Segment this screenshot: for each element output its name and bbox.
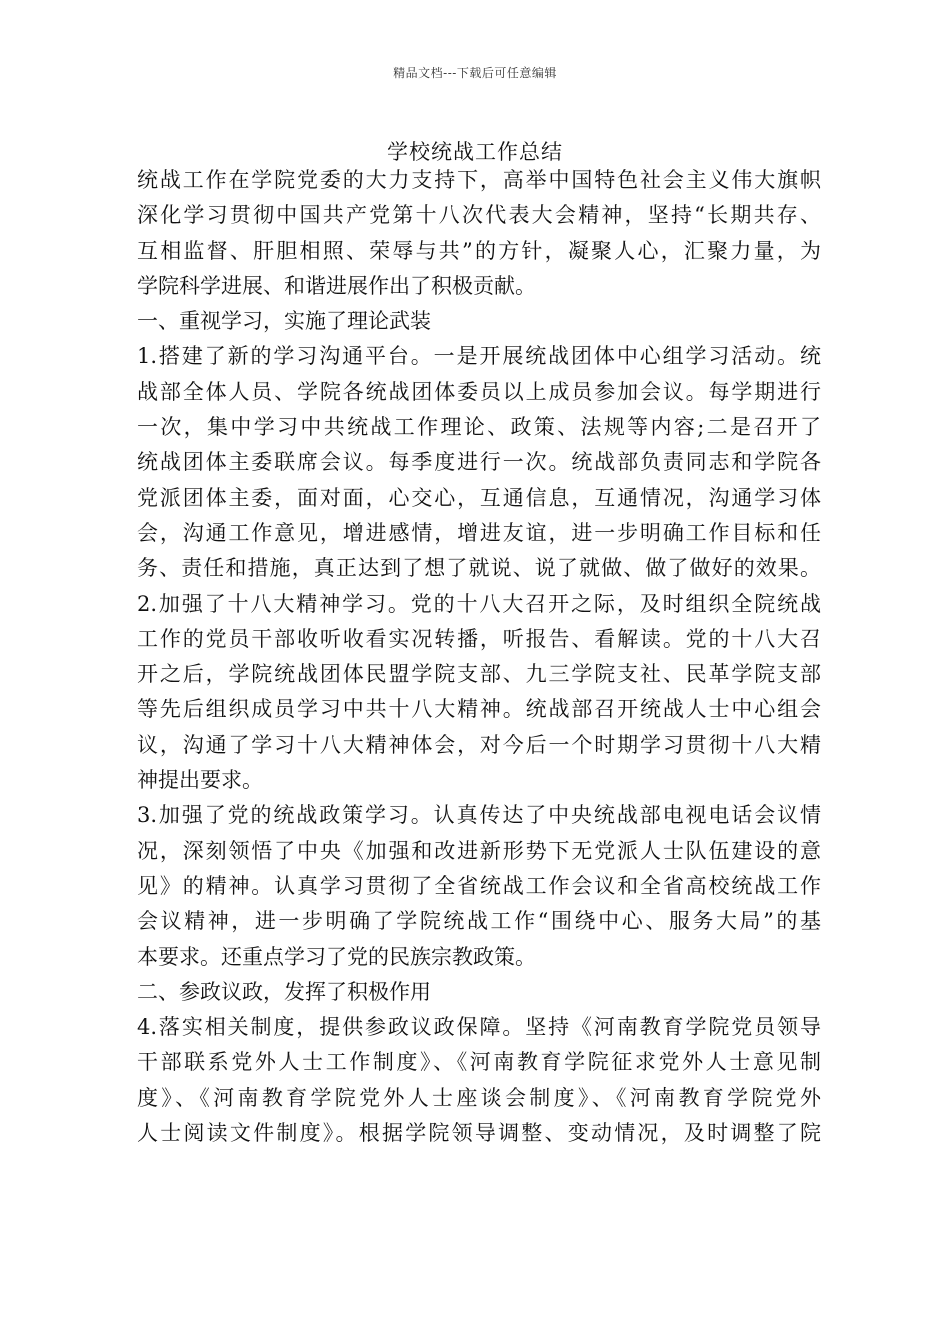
body-line: 度》、《河南教育学院党外人士座谈会制度》、《河南教育学院党外 — [137, 1085, 821, 1110]
body-line: 互相监督、肝胆相照、荣辱与共”的方针，凝聚人心，汇聚力量，为 — [137, 238, 821, 263]
body-line: 学院科学进展、和谐进展作出了积极贡献。 — [137, 273, 536, 298]
body-line: 深化学习贯彻中国共产党第十八次代表大会精神，坚持“长期共存、 — [137, 203, 821, 228]
body-line: 务、责任和措施，真正达到了想了就说、说了就做、做了做好的效果。 — [137, 556, 821, 581]
document-body — [137, 163, 821, 1151]
body-line: 工作的党员干部收听收看实况转播，听报告、看解读。党的十八大召 — [137, 626, 821, 651]
body-line: 人士阅读文件制度》。根据学院领导调整、变动情况，及时调整了院 — [137, 1121, 821, 1146]
body-line: 干部联系党外人士工作制度》、《河南教育学院征求党外人士意见制 — [137, 1050, 821, 1075]
body-line: 议，沟通了学习十八大精神体会，对今后一个时期学习贯彻十八大精 — [137, 732, 821, 757]
body-line: 等先后组织成员学习中共十八大精神。统战部召开统战人士中心组会 — [137, 697, 821, 722]
document-title: 学校统战工作总结 — [387, 140, 563, 164]
body-line: 统战工作在学院党委的大力支持下，高举中国特色社会主义伟大旗帜 — [137, 168, 821, 192]
body-line: 4.落实相关制度，提供参政议政保障。坚持《河南教育学院党员领导 — [137, 1015, 821, 1040]
body-line: 1.搭建了新的学习沟通平台。一是开展统战团体中心组学习活动。统 — [137, 344, 821, 369]
page-header: 精品文档---下载后可任意编辑 — [393, 66, 557, 80]
body-line: 会，沟通工作意见，增进感情，增进友谊，进一步明确工作目标和任 — [137, 520, 821, 545]
body-line: 会议精神，进一步明确了学院统战工作“围绕中心、服务大局”的基 — [137, 909, 821, 934]
body-line: 本要求。还重点学习了党的民族宗教政策。 — [137, 944, 536, 969]
body-line: 神提出要求。 — [137, 768, 263, 793]
body-line: 战部全体人员、学院各统战团体委员以上成员参加会议。每学期进行 — [137, 379, 821, 404]
body-line: 开之后，学院统战团体民盟学院支部、九三学院支社、民革学院支部 — [137, 662, 821, 687]
body-line: 况，深刻领悟了中央《加强和改进新形势下无党派人士队伍建设的意 — [137, 838, 821, 863]
body-line: 一次，集中学习中共统战工作理论、政策、法规等内容;二是召开了 — [137, 415, 821, 440]
body-line: 一、重视学习，实施了理论武装 — [137, 309, 431, 334]
body-line: 3.加强了党的统战政策学习。认真传达了中央统战部电视电话会议情 — [137, 803, 821, 828]
body-line: 二、参政议政，发挥了积极作用 — [137, 979, 431, 1004]
body-line: 党派团体主委，面对面，心交心，互通信息，互通情况，沟通学习体 — [137, 485, 821, 510]
body-line: 见》的精神。认真学习贯彻了全省统战工作会议和全省高校统战工作 — [137, 873, 821, 898]
body-line: 2.加强了十八大精神学习。党的十八大召开之际，及时组织全院统战 — [137, 591, 821, 616]
body-line: 统战团体主委联席会议。每季度进行一次。统战部负责同志和学院各 — [137, 450, 821, 475]
